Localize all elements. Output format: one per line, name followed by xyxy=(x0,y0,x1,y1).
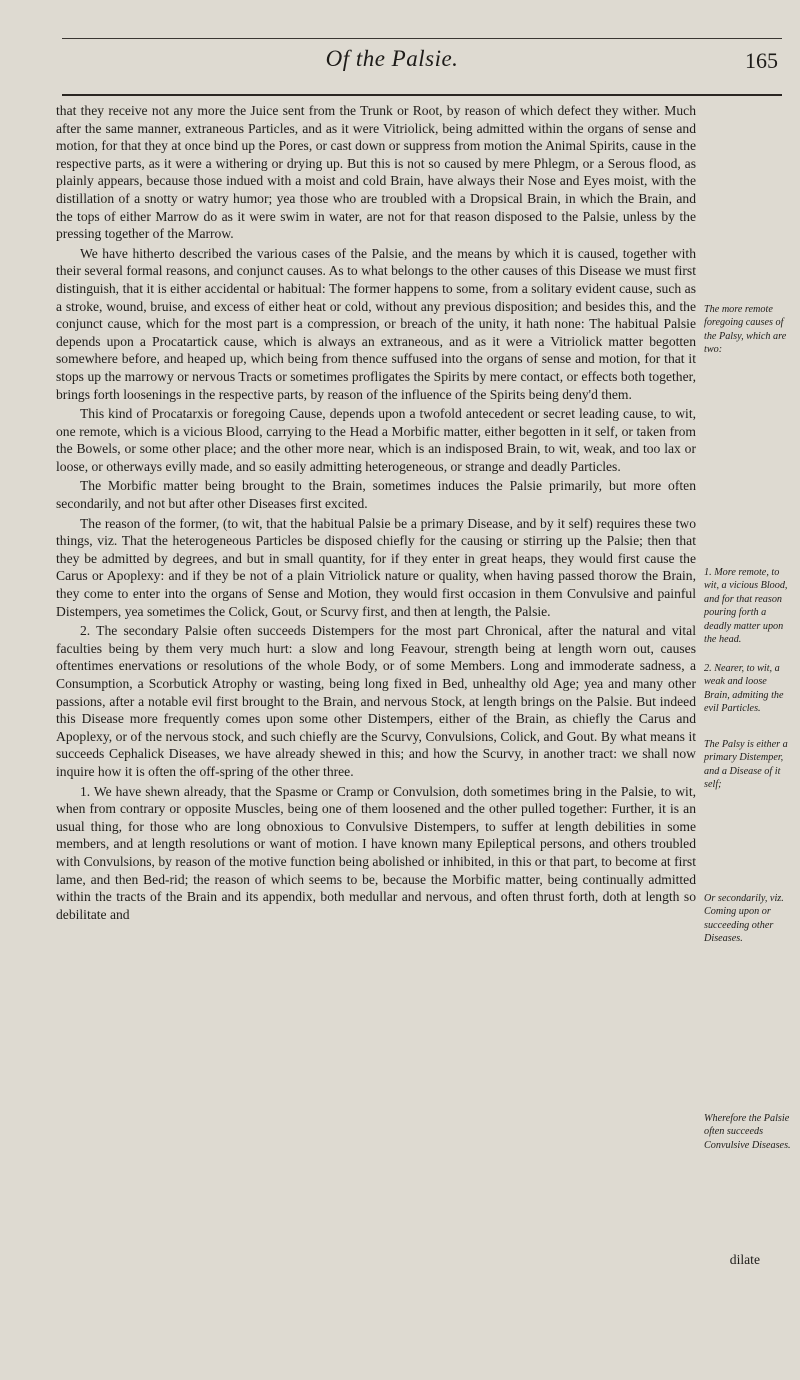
paragraph: We have hitherto described the various cases of the Palsie, and the means by which it is caused, together with their several formal reasons, and conjunct causes. As to what belongs to the other causes of this Disease we must first distinguish, that it is either accidental or habitual: The former happens to some, from a solitary evident cause, such as a stroke, wound, bruise, and excess of either heat or cold, without any previous disposition; and besides this, and the conjunct cause, which for the most part is a compression, or breach of the unity, it hath none: The habitual Palsie depends upon a Procatartick cause, which is always an extraneous, and as it were a Vitriolick matter begotten somewhere before, and heaped up, which being from thence suffused into the organs of sense and motion, for that it stops up the marrowy or nervous Tracts or sometimes profligates the Spirits by mere contact, or effects both together, brings forth loosenings in the respective parts, by reason of the influence of the Spirits being deny'd them. xyxy=(56,245,696,402)
page-number: 165 xyxy=(745,48,778,73)
margin-note: Wherefore the Palsie often succeeds Convulsive Diseases. xyxy=(704,1113,791,1151)
catchword: dilate xyxy=(729,1252,760,1267)
margin-note: The Palsy is either a primary Distemper, and a Disease of it self; xyxy=(704,739,788,791)
margin-note: 1. More remote, to wit, a vicious Blood, and for that reason pouring forth a deadly matter upon the head. xyxy=(704,567,788,646)
running-title: Of the Palsie. xyxy=(325,46,459,71)
top-rule xyxy=(62,38,782,39)
running-header xyxy=(62,42,782,96)
paragraph: 2. The secondary Palsie often succeeds Distempers for the most part Chronical, after the natural and vital faculties being by them very much hurt: a slow and long Feavour, strength being at length worn out, causes oftentimes enervations or resolutions of the whole Body, or of some Members. Long and immoderate sadness, a Consumption, a Scorbutick Atrophy or wasting, being long fixed in Bed, unhealthy old Age; yea and many other passions, after a notable evil first brought to the Brain, and nervous Stock, at length brings on the Palsie. But indeed this Disease more frequently comes upon some other Distempers, either of the Brain, as chiefly the Carus and Apoplexy, or of the nervous stock, and such chiefly are the Scurvy, Convulsions, Colick, and Gout. By what means it succeeds Cephalick Diseases, we have already shewed in this; and how the Scurvy, in another tract: we shall now inquire how it is often the off-spring of the other three. xyxy=(56,623,696,779)
margin-note: 2. Nearer, to wit, a weak and loose Brain, admiting the evil Particles. xyxy=(704,663,784,715)
margin-note: The more remote foregoing causes of the Palsy, which are two: xyxy=(704,304,787,356)
paragraph: that they receive not any more the Juice sent from the Trunk or Root, by reason of which defect they wither. Much after the same manner, extraneous Particles, and as it were Vitriolick, being admitted within the organs of sense and motion, for that they at once bind up the Pores, or cast down or suppress from motion the Animal Spirits, cause in the respective parts, as it were a withering or drying up. But this is not so caused by mere Phlegm, or a Serous flood, as plainly appears, because those indued with a moist and cold Brain, have always their Nose and Eyes moist, with the distillation of a snotty or watry humor; yea those who are troubled with a Dropsical Brain, in which the Brain, and the tops of either Marrow do as it were swim in water, are not for that reason disposed to the Palsie, unless by the pressing together of the Marrow. xyxy=(56,103,696,242)
paragraph: 1. We have shewn already, that the Spasme or Cramp or Convulsion, doth sometimes bring in the Palsie, to wit, when from contrary or opposite Muscles, being one of them loosened and the other pulled together: Further, it is an usual thing, for those who are long obnoxious to Convulsive Distempers, to suffer at length debilities in some members, and at length resolutions or want of motion. I have known many Epileptical persons, and others troubled with Convulsions, by reason of the motive function being abolished or inhibited, in this or that part, to become at first lame, and then Bed-rid; the reason of which seems to be, because the Morbific matter, being continually admitted within the tracts of the Brain and its appendix, both medullar and nervous, and often thrust forth, doth at length so debilitate and xyxy=(56,783,696,922)
paragraph: The Morbific matter being brought to the Brain, sometimes induces the Palsie primarily, but more often secondarily, and not but after other Diseases first excited. xyxy=(56,478,696,512)
paragraph: This kind of Procatarxis or foregoing Cause, depends upon a twofold antecedent or secret leading cause, to wit, one remote, which is a vicious Blood, carrying to the Head a Morbific matter, either begotten in it self, or taken from the Bowels, or some other place; and the other more near, which is an indisposed Brain, to wit, weak, and too lax or loose, or otherways evilly made, and so easily admitting heterogeneous, or strange and deadly Particles. xyxy=(56,406,696,474)
paragraph: The reason of the former, (to wit, that the habitual Palsie be a primary Disease, and by it self) requires these two things, viz. That the heterogeneous Particles be disposed chiefly for the causing or stirring up the Palsie; then that they be admitted by degrees, and but in small quantity, for if they enter in great heaps, they would first cause the Carus or Apoplexy: and if they be not of a plain Vitriolick nature or quality, when having passed thorow the Brain, they come to enter into the organs of Sense and Motion, they would first occasion in them Convulsive and painful Distempers, yea sometimes the Colick, Gout, or Scurvy first, and then at length, the Palsie. xyxy=(56,515,696,619)
main-text xyxy=(56,102,696,925)
margin-note: Or secondarily, viz. Coming upon or succeeding other Diseases. xyxy=(704,893,784,945)
